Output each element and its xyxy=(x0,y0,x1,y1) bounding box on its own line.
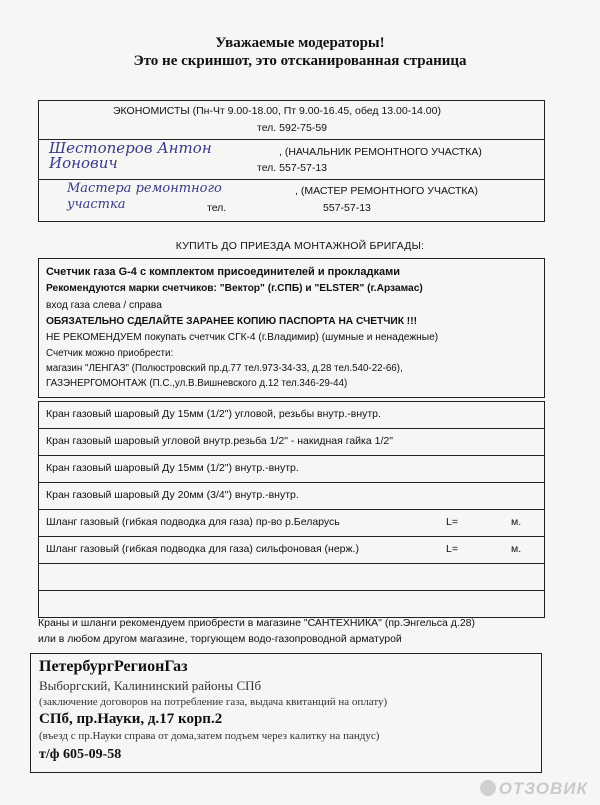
table-row xyxy=(39,536,544,563)
meter-where: Счетчик можно приобрести: xyxy=(46,348,174,359)
table-row xyxy=(39,482,544,509)
master-phone: 557-57-13 xyxy=(323,202,371,214)
meter-shop-2: ГАЗЭНЕРГОМОНТАЖ (П.С.,ул.В.Вишневского д.12 тел.346-29-44) xyxy=(46,378,348,389)
table-row xyxy=(39,402,544,428)
table-row xyxy=(39,590,544,617)
item-text: Кран газовый шаровый Ду 15мм (1/2") внутр.-внутр. xyxy=(46,462,299,474)
master-role: , (МАСТЕР РЕМОНТНОГО УЧАСТКА) xyxy=(295,185,478,197)
chief-handwritten-name: Шестоперов Антон Ионович xyxy=(49,139,212,172)
company-phone: т/ф 605-09-58 xyxy=(39,747,122,762)
unit-label: м. xyxy=(511,516,522,528)
items-table xyxy=(38,401,545,618)
company-district: Выборгский, Калининский районы СПб xyxy=(39,678,262,693)
economists-phone: тел. 592-75-59 xyxy=(257,122,328,134)
meter-title: Счетчик газа G-4 с комплектом присоединителей и прокладками xyxy=(46,266,401,278)
recommendation-line-2: или в любом другом магазине, торгующем водо-газопроводной арматурой xyxy=(38,633,402,645)
recommendation-line-1: Краны и шланги рекомендуем приобрести в магазине "САНТЕХНИКА" (пр.Энгельса д.28) xyxy=(38,617,476,629)
master-handwritten-name: Мастера ремонтного участка xyxy=(67,181,222,212)
item-text: Шланг газовый (гибкая подводка для газа) пр-во р.Беларусь xyxy=(46,516,340,528)
master-phone-label: тел. xyxy=(207,202,227,214)
page-header xyxy=(0,34,600,70)
meter-box xyxy=(38,258,545,398)
chief-phone: тел. 557-57-13 xyxy=(257,162,328,174)
watermark-text: ОТЗОВИК xyxy=(498,779,588,798)
length-label: L= xyxy=(446,543,458,555)
table-row xyxy=(39,455,544,482)
header-line-2: Это не скриншот, это отсканированная страница xyxy=(133,53,467,69)
table-row xyxy=(39,428,544,455)
contacts-box xyxy=(38,100,545,222)
watermark-logo-icon xyxy=(480,780,496,796)
meter-shop-1: магазин "ЛЕНГАЗ" (Полюстровский пр.д.77 тел.973-34-33, д.28 тел.540-22-66), xyxy=(46,363,403,374)
item-text: Кран газовый шаровый угловой внутр.резьба 1/2" - накидная гайка 1/2" xyxy=(46,435,393,447)
buy-title: КУПИТЬ ДО ПРИЕЗДА МОНТАЖНОЙ БРИГАДЫ: xyxy=(175,240,425,252)
meter-not-recommended: НЕ РЕКОМЕНДУЕМ покупать счетчик СГК-4 (г.Владимир) (шумные и ненадежные) xyxy=(46,332,439,343)
length-label: L= xyxy=(446,516,458,528)
meter-recommend: Рекомендуются марки счетчиков: "Вектор" (г.СПБ) и "ELSTER" (г.Арзамас) xyxy=(46,283,423,294)
company-entrance: (въезд с пр.Науки справа от дома,затем подъем через калитку на пандус) xyxy=(39,730,380,742)
watermark xyxy=(480,779,588,799)
table-row xyxy=(39,509,544,536)
unit-label: м. xyxy=(511,543,522,555)
recommendation-text xyxy=(38,615,475,647)
company-note: (заключение договоров на потребление газа, выдача квитанций на оплату) xyxy=(39,696,388,708)
meter-entry: вход газа слева / справа xyxy=(46,300,162,311)
economists-text: ЭКОНОМИСТЫ (Пн-Чт 9.00-18.00, Пт 9.00-16.45, обед 13.00-14.00) xyxy=(113,105,441,117)
table-row xyxy=(39,563,544,590)
contacts-divider xyxy=(39,179,544,180)
company-box xyxy=(30,653,542,773)
item-text: Кран газовый шаровый Ду 20мм (3/4") внутр.-внутр. xyxy=(46,489,299,501)
chief-role: , (НАЧАЛЬНИК РЕМОНТНОГО УЧАСТКА) xyxy=(279,146,482,158)
header-line-1: Уважаемые модераторы! xyxy=(215,35,385,51)
company-name: ПетербургРегионГаз xyxy=(39,658,188,675)
meter-passport: ОБЯЗАТЕЛЬНО СДЕЛАЙТЕ ЗАРАНЕЕ КОПИЮ ПАСПОРТА НА СЧЕТЧИК !!! xyxy=(46,316,417,327)
item-text: Шланг газовый (гибкая подводка для газа) сильфоновая (нерж.) xyxy=(46,543,359,555)
company-address: СПб, пр.Науки, д.17 корп.2 xyxy=(39,711,223,727)
item-text: Кран газовый шаровый Ду 15мм (1/2") угловой, резьбы внутр.-внутр. xyxy=(46,408,381,420)
